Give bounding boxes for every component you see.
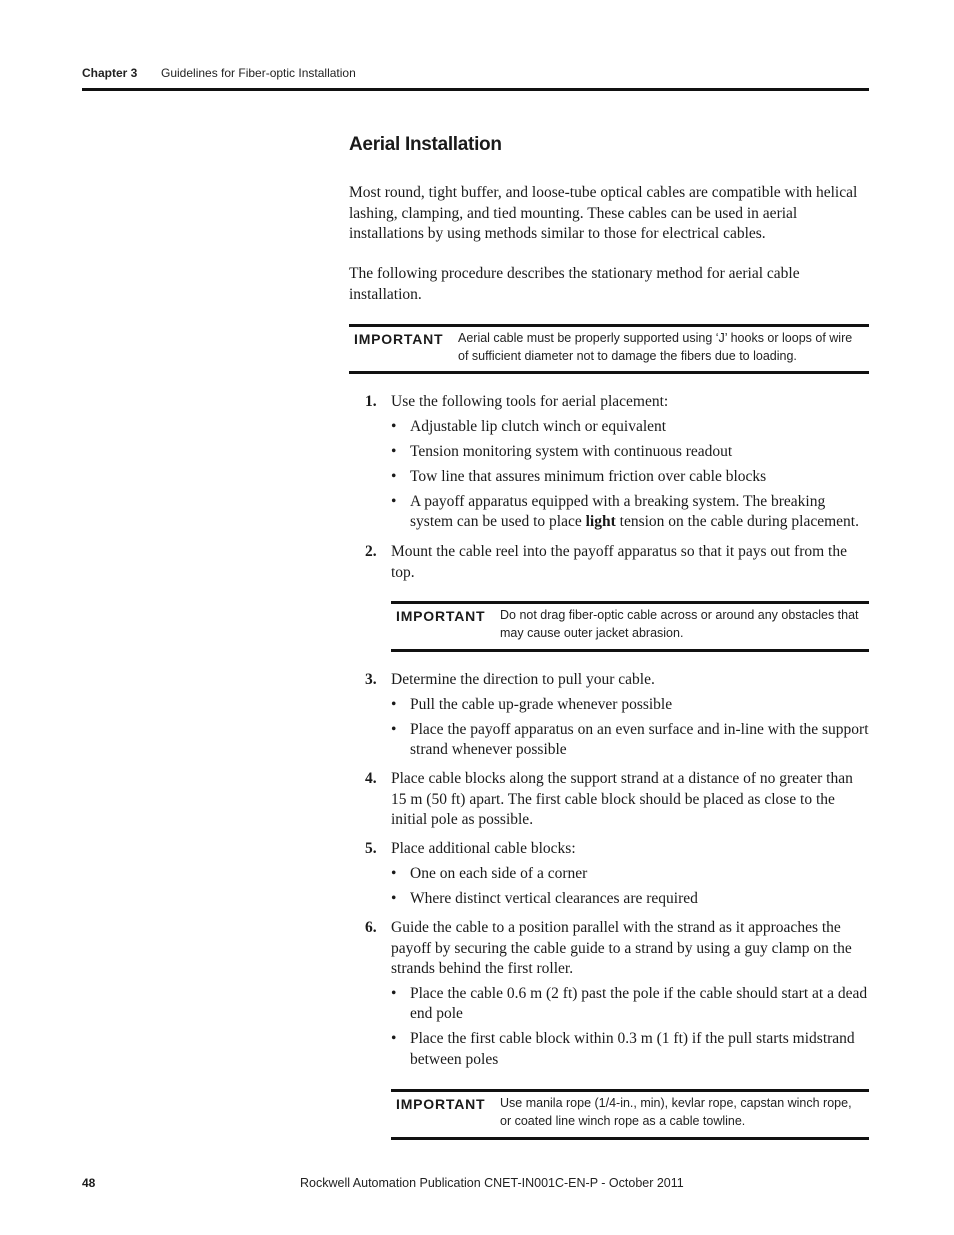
- list-item: • Pull the cable up-grade whenever possible: [391, 695, 869, 716]
- step-text: Use the following tools for aerial placement:: [391, 393, 669, 410]
- bullet-icon: •: [391, 467, 397, 485]
- list-item: • Tension monitoring system with continuous readout: [391, 442, 869, 463]
- step-text: Mount the cable reel into the payoff apparatus so that it pays out from the top.: [391, 543, 847, 581]
- important-text: Use manila rope (1/4-in., min), kevlar rope, capstan winch rope, or coated line winch rope as a cable towline.: [500, 1096, 852, 1128]
- list-item: • Adjustable lip clutch winch or equivalent: [391, 417, 869, 438]
- bullet-list: [391, 864, 869, 910]
- chapter-title: Guidelines for Fiber-optic Installation: [161, 66, 356, 80]
- list-item: • A payoff apparatus equipped with a breaking system. The breaking system can be used to place light tension on the cable during placement.: [391, 492, 859, 530]
- list-item: • One on each side of a corner: [391, 864, 869, 885]
- bullet-list: [391, 984, 869, 1071]
- page-number: 48: [82, 1176, 96, 1190]
- bullet-icon: •: [391, 492, 397, 510]
- step-number: 4.: [365, 770, 377, 787]
- section-title: Aerial Installation: [349, 134, 502, 155]
- publication-info: Rockwell Automation Publication CNET-IN001C-EN-P - October 2011: [300, 1176, 684, 1190]
- bullet-icon: •: [391, 417, 397, 435]
- procedure-step: [365, 918, 869, 1075]
- step-text: Place cable blocks along the support strand at a distance of no greater than 15 m (50 ft) apart. The first cable block should be placed as close to the initial pole as possible.: [391, 770, 853, 828]
- bullet-icon: •: [391, 442, 397, 460]
- bullet-list: [391, 417, 869, 533]
- running-header: [82, 66, 356, 80]
- step-number: 2.: [365, 543, 377, 560]
- procedure-step: [365, 839, 869, 914]
- important-label: IMPORTANT: [396, 1096, 486, 1112]
- procedure-step: [365, 392, 869, 537]
- step-text: Place additional cable blocks:: [391, 840, 576, 857]
- step-number: 6.: [365, 919, 377, 936]
- important-box: [391, 1089, 869, 1140]
- important-text: Do not drag fiber-optic cable across or around any obstacles that may cause outer jacket abrasion.: [500, 608, 859, 640]
- procedure-step: [365, 670, 869, 765]
- list-item: • Where distinct vertical clearances are required: [391, 889, 869, 910]
- intro-paragraph: Most round, tight buffer, and loose-tube optical cables are compatible with helical lashing, clamping, and tied mounting. These cables can be used in aerial installations by using methods similar to those for electrical cables.: [349, 184, 858, 242]
- bullet-icon: •: [391, 720, 397, 738]
- header-rule: [82, 88, 869, 91]
- important-label: IMPORTANT: [354, 331, 444, 347]
- procedure-step: [365, 542, 869, 583]
- step-number: 1.: [365, 393, 377, 410]
- step-number: 3.: [365, 671, 377, 688]
- step-text: Determine the direction to pull your cable.: [391, 671, 655, 688]
- important-text: Aerial cable must be properly supported using ‘J’ hooks or loops of wire of sufficient diameter not to damage the fibers due to loading.: [458, 331, 853, 363]
- procedure-step: [365, 769, 869, 831]
- chapter-label: Chapter 3: [82, 66, 138, 80]
- bullet-list: [391, 695, 869, 761]
- bullet-icon: •: [391, 889, 397, 907]
- list-item: • Tow line that assures minimum friction over cable blocks: [391, 467, 869, 488]
- bullet-icon: •: [391, 984, 397, 1002]
- important-box: [391, 601, 869, 652]
- emphasis-text: light: [585, 513, 616, 530]
- intro-paragraph: The following procedure describes the stationary method for aerial cable installation.: [349, 265, 800, 303]
- bullet-icon: •: [391, 864, 397, 882]
- list-item: • Place the cable 0.6 m (2 ft) past the pole if the cable should start at a dead end pole: [391, 984, 868, 1022]
- important-label: IMPORTANT: [396, 608, 486, 624]
- list-item: • Place the payoff apparatus on an even surface and in-line with the support strand whenever possible: [391, 720, 869, 758]
- bullet-icon: •: [391, 1030, 397, 1047]
- step-text: Guide the cable to a position parallel with the strand as it approaches the payoff by securing the cable guide to a strand by using a guy clamp on the strands behind the first roller.: [391, 919, 852, 977]
- step-number: 5.: [365, 840, 377, 857]
- list-item: • Place the first cable block within 0.3 m (1 ft) if the pull starts midstrand between poles: [391, 1030, 855, 1068]
- important-box: [349, 324, 869, 374]
- bullet-icon: •: [391, 695, 397, 713]
